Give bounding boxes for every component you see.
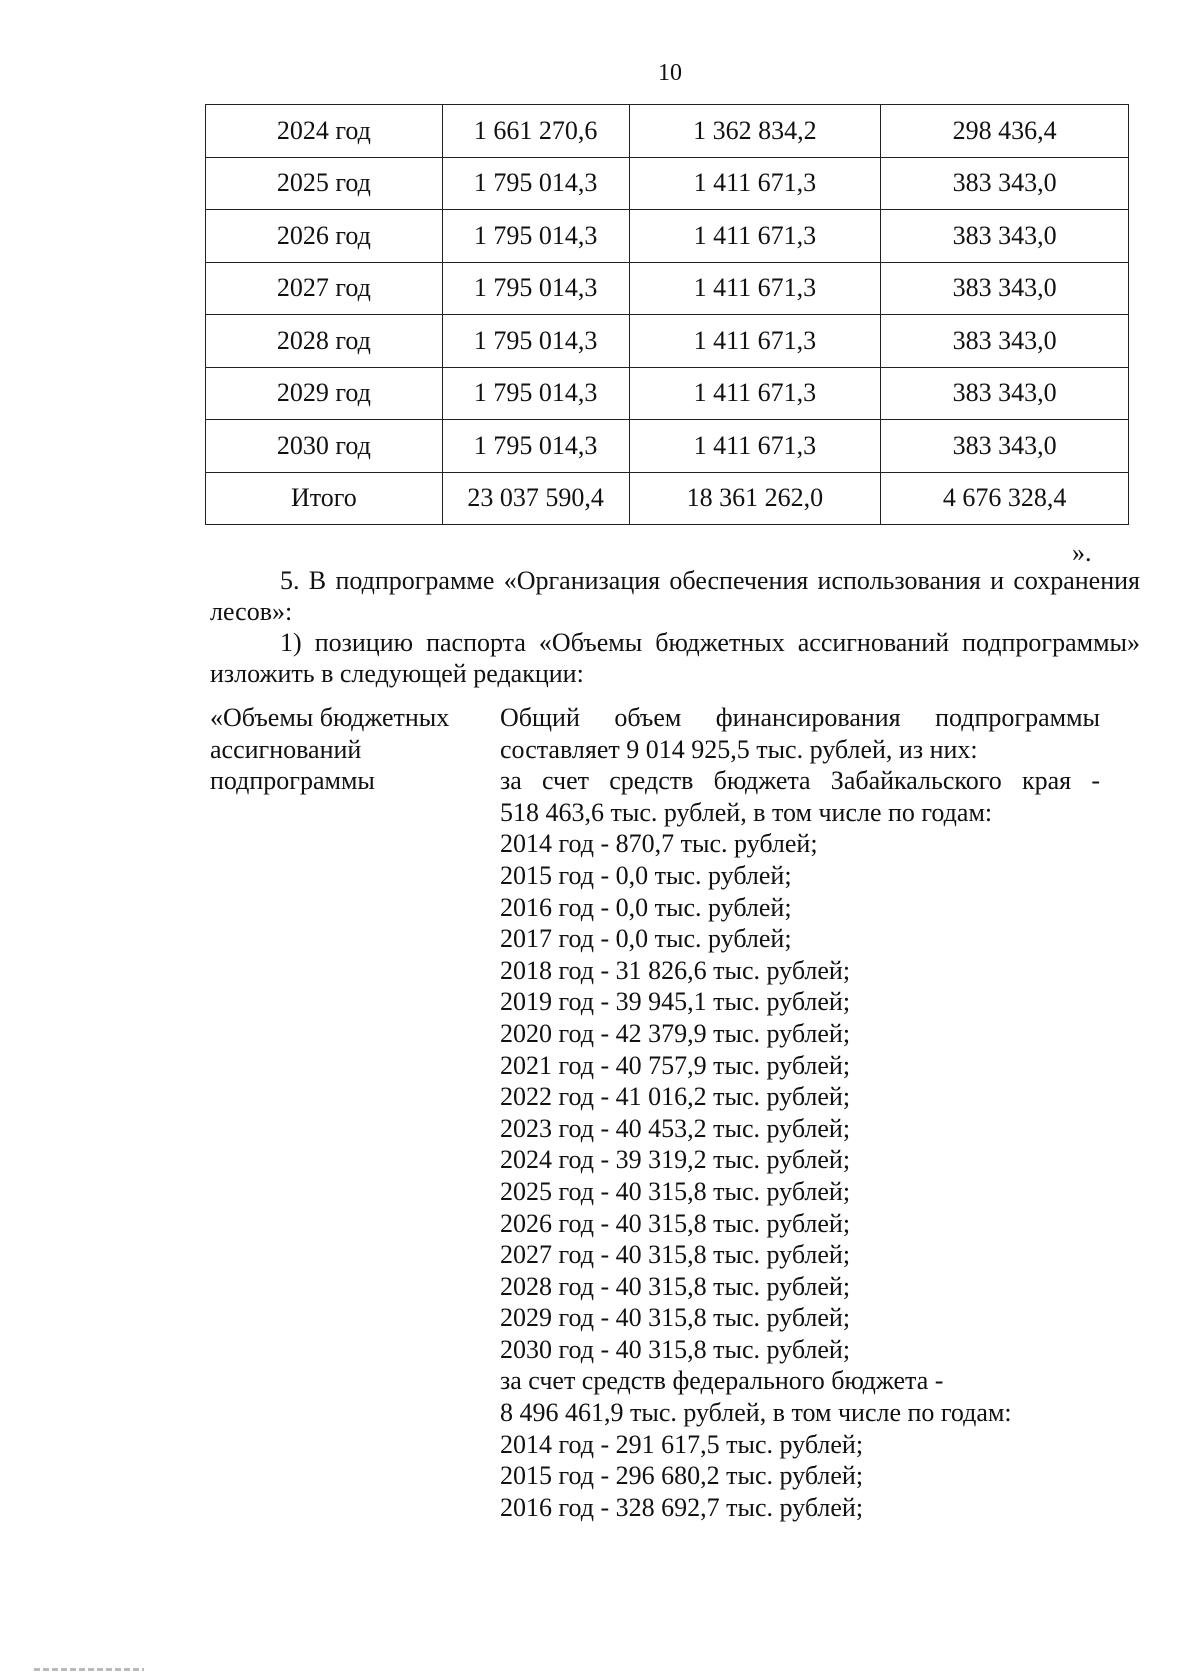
passport-label-line: ассигнований bbox=[210, 734, 362, 764]
table-cell-amount: 1 661 270,6 bbox=[442, 105, 629, 158]
table-row bbox=[206, 210, 1129, 263]
passport-content-line: 2027 год - 40 315,8 тыс. рублей; bbox=[500, 1240, 851, 1270]
passport-content-line: 8 496 461,9 тыс. рублей, в том числе по годам: bbox=[500, 1398, 1012, 1428]
table-body bbox=[206, 105, 1129, 525]
passport-content-line: 2025 год - 40 315,8 тыс. рублей; bbox=[500, 1176, 851, 1206]
passport-content-line: 2019 год - 39 945,1 тыс. рублей; bbox=[500, 987, 851, 1017]
table-cell-amount: 1 795 014,3 bbox=[442, 262, 629, 315]
passport-content-line: Общий объем финансирования подпрограммы bbox=[500, 703, 1100, 732]
table-cell-amount: 23 037 590,4 bbox=[442, 472, 629, 525]
table-cell-amount: 1 411 671,3 bbox=[629, 420, 881, 473]
table-cell-amount: 1 411 671,3 bbox=[629, 262, 881, 315]
passport-content-line: 2014 год - 291 617,5 тыс. рублей; bbox=[500, 1429, 864, 1459]
passport-content-line: 2016 год - 328 692,7 тыс. рублей; bbox=[500, 1492, 864, 1522]
table-cell-amount: 383 343,0 bbox=[881, 157, 1129, 210]
table-cell-amount: 383 343,0 bbox=[881, 262, 1129, 315]
budget-table bbox=[205, 104, 1129, 525]
table-cell-year: 2026 год bbox=[206, 210, 443, 263]
table-cell-amount: 1 362 834,2 bbox=[629, 105, 881, 158]
table-cell-amount: 383 343,0 bbox=[881, 420, 1129, 473]
table-row bbox=[206, 315, 1129, 368]
passport-content-line: 2017 год - 0,0 тыс. рублей; bbox=[500, 924, 792, 954]
table-cell-amount: 1 795 014,3 bbox=[442, 315, 629, 368]
passport-content-line: 2016 год - 0,0 тыс. рублей; bbox=[500, 892, 792, 922]
table-cell-amount: 383 343,0 bbox=[881, 210, 1129, 263]
passport-content-line: 2028 год - 40 315,8 тыс. рублей; bbox=[500, 1271, 851, 1301]
table-cell-year: 2025 год bbox=[206, 157, 443, 210]
table-cell-amount: 1 795 014,3 bbox=[442, 210, 629, 263]
passport-content-line: 2022 год - 41 016,2 тыс. рублей; bbox=[500, 1082, 851, 1112]
passport-content-line: 2024 год - 39 319,2 тыс. рублей; bbox=[500, 1145, 851, 1175]
passport-content bbox=[500, 702, 1100, 1523]
passport-content-line: 2026 год - 40 315,8 тыс. рублей; bbox=[500, 1208, 851, 1238]
passport-content-line: за счет средств бюджета Забайкальского края - bbox=[500, 766, 1100, 796]
table-cell-amount: 1 411 671,3 bbox=[629, 315, 881, 368]
table-cell-year: Итого bbox=[206, 472, 443, 525]
table-row bbox=[206, 420, 1129, 473]
table-cell-year: 2030 год bbox=[206, 420, 443, 473]
table-cell-amount: 1 795 014,3 bbox=[442, 367, 629, 420]
passport-label bbox=[210, 702, 485, 797]
table-cell-amount: 1 795 014,3 bbox=[442, 420, 629, 473]
passport-content-line: 2014 год - 870,7 тыс. рублей; bbox=[500, 829, 818, 859]
table-row bbox=[206, 472, 1129, 525]
passport-content-line: 2021 год - 40 757,9 тыс. рублей; bbox=[500, 1050, 851, 1080]
table-row bbox=[206, 367, 1129, 420]
passport-content-line: 518 463,6 тыс. рублей, в том числе по годам: bbox=[500, 797, 993, 827]
table-cell-amount: 18 361 262,0 bbox=[629, 472, 881, 525]
table-row bbox=[206, 105, 1129, 158]
table-cell-amount: 1 411 671,3 bbox=[629, 157, 881, 210]
table-cell-year: 2029 год bbox=[206, 367, 443, 420]
passport-content-line: 2029 год - 40 315,8 тыс. рублей; bbox=[500, 1303, 851, 1333]
page-number: 10 bbox=[658, 60, 682, 86]
table-cell-amount: 383 343,0 bbox=[881, 367, 1129, 420]
passport-label-line: «Объемы бюджетных bbox=[210, 703, 450, 732]
table-cell-year: 2024 год bbox=[206, 105, 443, 158]
passport-content-line: за счет средств федерального бюджета - bbox=[500, 1366, 944, 1396]
passport-content-line: 2015 год - 296 680,2 тыс. рублей; bbox=[500, 1461, 864, 1491]
table-cell-amount: 4 676 328,4 bbox=[881, 472, 1129, 525]
paragraph-item-1: 1) позицию паспорта «Объемы бюджетных ассигнований подпрограммы» изложить в следующей редакции: bbox=[210, 628, 1140, 688]
table-cell-amount: 1 411 671,3 bbox=[629, 367, 881, 420]
passport-label-line: подпрограммы bbox=[210, 766, 375, 796]
table-row bbox=[206, 262, 1129, 315]
table-cell-year: 2027 год bbox=[206, 262, 443, 315]
passport-content-line: 2020 год - 42 379,9 тыс. рублей; bbox=[500, 1018, 851, 1048]
table-cell-amount: 383 343,0 bbox=[881, 315, 1129, 368]
passport-content-line: составляет 9 014 925,5 тыс. рублей, из них: bbox=[500, 734, 978, 764]
passport-content-line: 2023 год - 40 453,2 тыс. рублей; bbox=[500, 1113, 851, 1143]
passport-content-line: 2018 год - 31 826,6 тыс. рублей; bbox=[500, 955, 851, 985]
table-cell-year: 2028 год bbox=[206, 315, 443, 368]
passport-content-line: 2030 год - 40 315,8 тыс. рублей; bbox=[500, 1334, 851, 1364]
scan-artifact bbox=[34, 1668, 144, 1671]
paragraph-item-5: 5. В подпрограмме «Организация обеспечения использования и сохранения лесов»: bbox=[210, 566, 1140, 626]
table-cell-amount: 1 795 014,3 bbox=[442, 157, 629, 210]
passport-content-line: 2015 год - 0,0 тыс. рублей; bbox=[500, 860, 792, 890]
table-cell-amount: 298 436,4 bbox=[881, 105, 1129, 158]
table-row bbox=[206, 157, 1129, 210]
closing-quote: ». bbox=[1072, 538, 1092, 567]
table-cell-amount: 1 411 671,3 bbox=[629, 210, 881, 263]
